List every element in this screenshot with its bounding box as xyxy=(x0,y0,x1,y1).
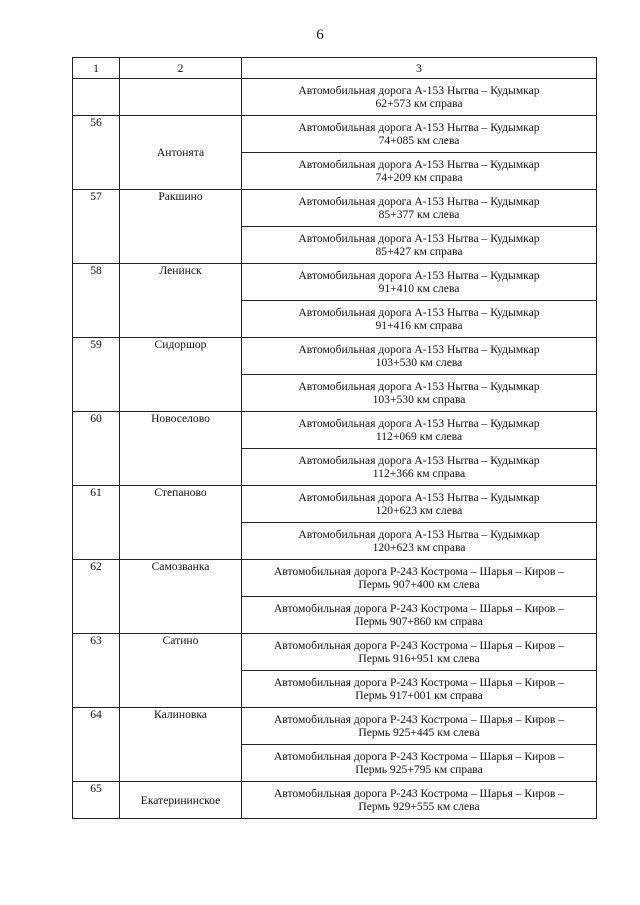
road-line-1: Автомобильная дорога А-153 Нытва – Кудымкар xyxy=(298,158,540,171)
road-location xyxy=(242,412,597,449)
road-line-2: 120+623 км слева xyxy=(375,504,463,517)
road-line-2: Пермь 907+400 км слева xyxy=(358,578,480,591)
road-location xyxy=(242,782,597,819)
road-line-2: 120+623 км справа xyxy=(372,541,466,554)
road-location xyxy=(242,338,597,375)
road-location xyxy=(242,264,597,301)
road-location xyxy=(242,745,597,782)
settlement-name: Ленинск xyxy=(120,264,242,338)
road-line-2: Пермь 916+951 км слева xyxy=(358,652,480,665)
road-location xyxy=(242,449,597,486)
table-row xyxy=(73,190,597,227)
road-location xyxy=(242,375,597,412)
row-number: 60 xyxy=(73,412,120,486)
road-line-1: Автомобильная дорога А-153 Нытва – Кудымкар xyxy=(298,528,540,541)
table-body xyxy=(73,58,597,819)
settlements-table xyxy=(72,57,597,819)
header-row xyxy=(73,58,597,79)
road-line-2: 112+366 км справа xyxy=(372,467,466,480)
road-line-1: Автомобильная дорога Р-243 Кострома – Шарья – Киров – xyxy=(273,676,565,689)
road-line-1: Автомобильная дорога А-153 Нытва – Кудымкар xyxy=(298,269,540,282)
table-row xyxy=(73,634,597,671)
road-location xyxy=(242,560,597,597)
row-number: 64 xyxy=(73,708,120,782)
road-location xyxy=(242,116,597,153)
settlement-name: Самозванка xyxy=(120,560,242,634)
road-line-1: Автомобильная дорога Р-243 Кострома – Шарья – Киров – xyxy=(273,787,565,800)
settlement-name: Новоселово xyxy=(120,412,242,486)
row-number xyxy=(73,79,120,116)
row-number: 62 xyxy=(73,560,120,634)
road-line-1: Автомобильная дорога А-153 Нытва – Кудымкар xyxy=(298,380,540,393)
page-number: 6 xyxy=(316,27,324,43)
road-location xyxy=(242,79,597,116)
header-col-2: 2 xyxy=(120,58,242,79)
road-line-2: Пермь 925+795 км справа xyxy=(355,763,483,776)
table-row xyxy=(73,116,597,153)
road-line-2: 85+377 км слева xyxy=(378,208,460,221)
road-line-2: Пермь 907+860 км справа xyxy=(355,615,483,628)
table-row xyxy=(73,412,597,449)
road-location xyxy=(242,227,597,264)
table-row xyxy=(73,560,597,597)
road-line-2: Пермь 925+445 км слева xyxy=(358,726,480,739)
road-line-2: Пермь 929+555 км слева xyxy=(358,800,480,813)
road-line-1: Автомобильная дорога Р-243 Кострома – Шарья – Киров – xyxy=(273,713,565,726)
road-location xyxy=(242,190,597,227)
settlement-name: Ракшино xyxy=(120,190,242,264)
road-line-2: 112+069 км слева xyxy=(375,430,463,443)
table-row xyxy=(73,708,597,745)
settlement-name: Калиновка xyxy=(120,708,242,782)
row-number: 65 xyxy=(73,782,120,819)
road-location xyxy=(242,486,597,523)
road-location xyxy=(242,708,597,745)
table-row xyxy=(73,486,597,523)
road-line-1: Автомобильная дорога Р-243 Кострома – Шарья – Киров – xyxy=(273,750,565,763)
road-location xyxy=(242,634,597,671)
road-line-2: 74+209 км справа xyxy=(375,171,463,184)
settlement-name: Екатерининское xyxy=(120,782,242,819)
table-row xyxy=(73,338,597,375)
road-line-2: 74+085 км слева xyxy=(378,134,460,147)
road-line-2: 103+530 км справа xyxy=(372,393,466,406)
header-col-3: 3 xyxy=(242,58,597,79)
road-line-2: 62+573 км справа xyxy=(375,97,463,110)
road-line-1: Автомобильная дорога А-153 Нытва – Кудымкар xyxy=(298,121,540,134)
road-line-1: Автомобильная дорога Р-243 Кострома – Шарья – Киров – xyxy=(273,565,565,578)
road-line-1: Автомобильная дорога А-153 Нытва – Кудымкар xyxy=(298,491,540,504)
road-line-1: Автомобильная дорога Р-243 Кострома – Шарья – Киров – xyxy=(273,639,565,652)
road-line-1: Автомобильная дорога А-153 Нытва – Кудымкар xyxy=(298,232,540,245)
road-line-2: 85+427 км справа xyxy=(375,245,463,258)
table-row xyxy=(73,264,597,301)
road-location xyxy=(242,523,597,560)
road-location xyxy=(242,153,597,190)
road-location xyxy=(242,671,597,708)
settlement-name: Антонята xyxy=(120,116,242,190)
road-line-1: Автомобильная дорога А-153 Нытва – Кудымкар xyxy=(298,306,540,319)
road-line-1: Автомобильная дорога А-153 Нытва – Кудымкар xyxy=(298,454,540,467)
row-number: 57 xyxy=(73,190,120,264)
row-number: 59 xyxy=(73,338,120,412)
settlement-name: Степаново xyxy=(120,486,242,560)
road-line-1: Автомобильная дорога А-153 Нытва – Кудымкар xyxy=(298,343,540,356)
settlement-name xyxy=(120,79,242,116)
settlement-name: Сатино xyxy=(120,634,242,708)
road-line-2: 103+530 км слева xyxy=(375,356,463,369)
header-col-1: 1 xyxy=(73,58,120,79)
road-line-2: 91+410 км слева xyxy=(378,282,460,295)
road-line-1: Автомобильная дорога А-153 Нытва – Кудымкар xyxy=(298,84,540,97)
row-number: 63 xyxy=(73,634,120,708)
road-line-1: Автомобильная дорога Р-243 Кострома – Шарья – Киров – xyxy=(273,602,565,615)
road-line-1: Автомобильная дорога А-153 Нытва – Кудымкар xyxy=(298,417,540,430)
road-location xyxy=(242,301,597,338)
road-location xyxy=(242,597,597,634)
road-line-1: Автомобильная дорога А-153 Нытва – Кудымкар xyxy=(298,195,540,208)
settlement-name: Сидоршор xyxy=(120,338,242,412)
row-number: 58 xyxy=(73,264,120,338)
table-row xyxy=(73,782,597,819)
road-line-2: Пермь 917+001 км справа xyxy=(355,689,483,702)
row-number: 56 xyxy=(73,116,120,190)
continuation-row xyxy=(73,79,597,116)
row-number: 61 xyxy=(73,486,120,560)
road-line-2: 91+416 км справа xyxy=(375,319,463,332)
